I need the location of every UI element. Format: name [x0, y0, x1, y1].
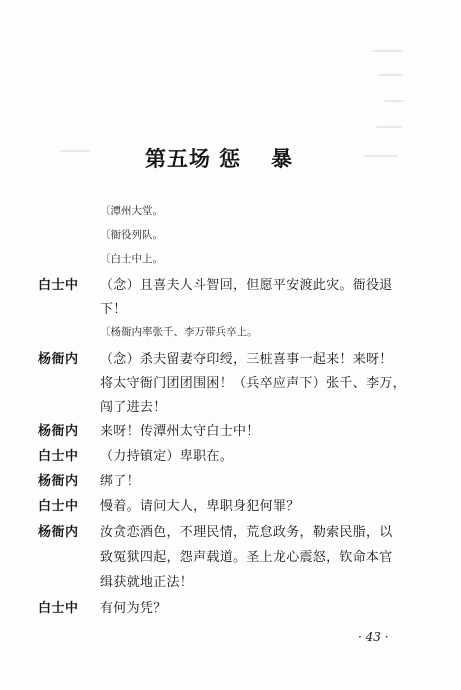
dialogue-line: 绑了！: [100, 474, 140, 489]
stage-direction: 〔白士中上。: [100, 253, 163, 265]
speaker-name: 白士中: [38, 601, 79, 616]
bleed-through-mark: [364, 155, 398, 157]
speaker-name: 杨衙内: [38, 474, 79, 489]
stage-direction: 〔杨衙内率张千、李万带兵卒上。: [100, 326, 258, 338]
stage-direction: 〔潭州大堂。: [100, 205, 163, 217]
speaker-name: 白士中: [38, 278, 79, 293]
dialogue-line: 将太守衙门团团围困！（兵卒应声下）张千、李万，: [100, 376, 406, 391]
stage-direction: 〔衙役列队。: [100, 229, 163, 241]
scene-title-word-2: 暴: [271, 146, 293, 171]
bleed-through-mark: [378, 74, 402, 76]
scene-title: [145, 143, 293, 173]
dialogue-line: （力持镇定）卑职在。: [100, 449, 234, 464]
scene-title-word-1: 惩: [219, 146, 241, 171]
speaker-name: 白士中: [38, 449, 79, 464]
scene-title-number: 第五场: [145, 146, 211, 171]
dialogue-line: 汝贪恋酒色，不理民情，荒怠政务，勒索民脂，以: [100, 525, 393, 540]
dialogue-line: 来呀！传潭州太守白士中！: [100, 424, 260, 439]
dialogue-line: 闯了进去！: [100, 400, 167, 415]
speaker-name: 杨衙内: [38, 424, 79, 439]
speaker-name: 杨衙内: [38, 352, 79, 367]
dialogue-line: 慢着。请问大人，卑职身犯何罪？: [100, 499, 300, 514]
dialogue-line: 有何为凭？: [100, 601, 167, 616]
dialogue-line: 下！: [100, 302, 127, 317]
dialogue-line: （念）杀夫留妻夺印绶，三桩喜事一起来！来呀！: [100, 352, 393, 367]
dialogue-line: 致冤狱四起，怨声载道。圣上龙心震怒，钦命本官: [100, 550, 393, 565]
dialogue-line: （念）且喜夫人斗智回，但愿平安渡此灾。衙役退: [100, 278, 393, 293]
bleed-through-mark: [384, 100, 404, 102]
speaker-name: 白士中: [38, 499, 79, 514]
bleed-through-mark: [60, 150, 90, 152]
bleed-through-mark: [372, 50, 402, 52]
speaker-name: 杨衙内: [38, 525, 79, 540]
page-number: · 43 ·: [358, 630, 389, 644]
bleed-through-mark: [376, 126, 402, 128]
dialogue-line: 缉获就地正法！: [100, 575, 194, 590]
